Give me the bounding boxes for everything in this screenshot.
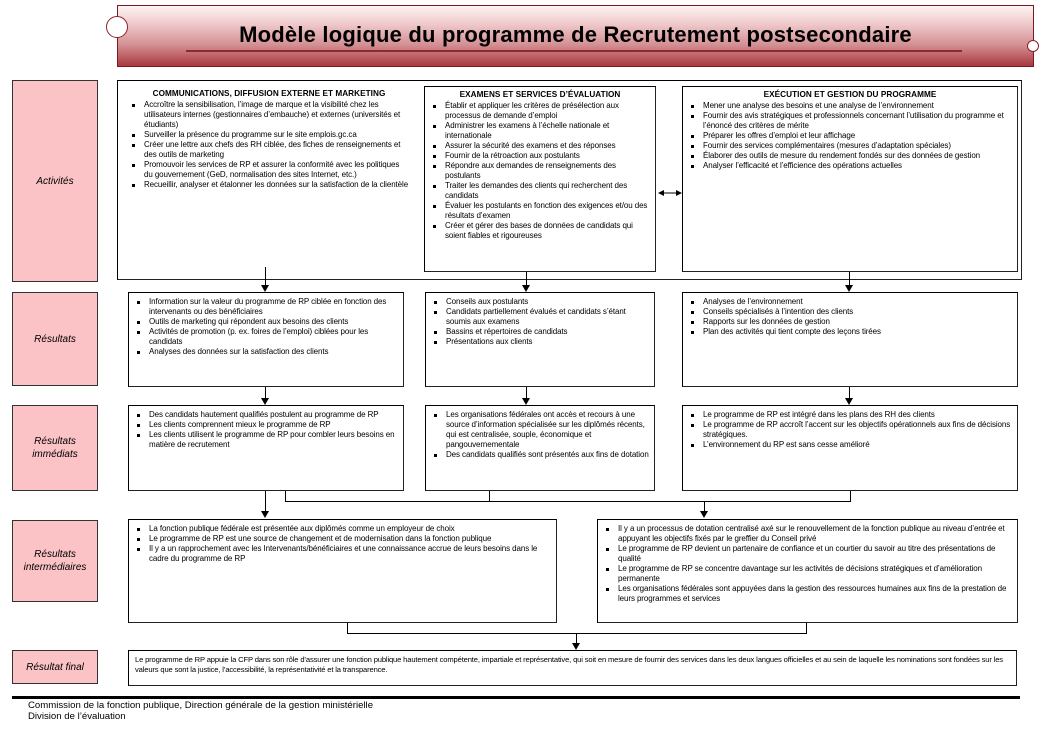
final-result-box [128,650,1017,686]
list-item: Présentations aux clients [432,337,650,347]
list-item: Outils de marketing qui répondent aux besoins des clients [135,317,399,327]
list-item: Analyses de l’environnement [689,297,1013,307]
connector-line [489,491,490,502]
list-item: Créer une lettre aux chefs des RH ciblée, des fiches de renseignements et des outils de marketing [130,140,410,160]
immediate-box-middle [425,405,655,491]
activity-heading: EXÉCUTION ET GESTION DU PROGRAMME [763,90,937,99]
results-box-left [128,292,404,387]
stage-label-resultats-intermediaires: Résultats intermédiaires [12,520,98,602]
list-item: Les clients comprennent mieux le programme de RP [135,420,399,430]
footer [28,700,388,722]
results-list [426,293,654,347]
title-banner [117,5,1034,67]
list-item: La fonction publique fédérale est présentée aux diplômés comme un employeur de choix [135,524,552,534]
footer-divider [12,696,1020,699]
activity-heading: COMMUNICATIONS, DIFFUSION EXTERNE ET MARKETING [152,89,386,98]
list-item: Analyses des données sur la satisfaction des clients [135,347,399,357]
stage-label-resultats: Résultats [12,292,98,386]
intermediate-box-left [128,519,557,623]
bidirectional-arrow-icon [658,186,682,200]
scroll-curl-right-icon [1027,40,1039,52]
activity-list [425,101,655,241]
immediate-box-left [128,405,404,491]
activity-heading: EXAMENS ET SERVICES D’ÉVALUATION [459,90,621,99]
list-item: Les clients utilisent le programme de RP pour combler leurs besoins en matière de recrutement [135,430,399,450]
list-item: Des candidats hautement qualifiés postulent au programme de RP [135,410,399,420]
list-item: Conseils aux postulants [432,297,650,307]
connector-line [265,491,266,513]
list-item: Établir et appliquer les critères de présélection aux processus de demande d’emploi [431,101,651,121]
footer-line-division: Division de l’évaluation [28,711,126,722]
list-item: Le programme de RP devient un partenaire de confiance et un courtier du savoir au titre des présentations de qualité [604,544,1013,564]
list-item: Plan des activités qui tient compte des leçons tirées [689,327,1013,337]
list-item: Il y a un processus de dotation centralisé axé sur le renouvellement de la fonction publique au niveau d’entrée et appuyant les objectifs fixés par le greffier du Conseil privé [604,524,1013,544]
activity-examens [424,86,656,272]
activity-execution [682,86,1018,272]
list-item: Analyser l’efficacité et l’efficience des opérations actuelles [689,161,1013,171]
arrow-down-icon [261,285,269,292]
connector-line [285,501,851,502]
results-box-right [682,292,1018,387]
list-item: Répondre aux demandes de renseignements des postulants [431,161,651,181]
title-underline [186,50,962,52]
list-item: L’environnement du RP est sans cesse amélioré [689,440,1013,450]
footer-line-organization: Commission de la fonction publique, Direction générale de la gestion ministérielle [28,700,374,711]
list-item: Préparer les offres d’emploi et leur affichage [689,131,1013,141]
results-box-middle [425,292,655,387]
activity-list [683,101,1017,171]
activity-communications [124,86,414,256]
list-item: Élaborer des outils de mesure du rendement fondés sur des données de gestion [689,151,1013,161]
list-item: Mener une analyse des besoins et une analyse de l’environnement [689,101,1013,111]
list-item: Recueillir, analyser et étalonner les données sur la satisfaction de la clientèle [130,180,410,190]
list-item: Le programme de RP accroît l’accent sur les objectifs opérationnels aux fins de décisions stratégiques. [689,420,1013,440]
immediate-list [426,406,654,460]
list-item: Accroître la sensibilisation, l’image de marque et la visibilité chez les utilisateurs internes (gestionnaires d’embauche) et externes (universités et étudiants) [130,100,410,130]
arrow-down-icon [845,398,853,405]
list-item: Traiter les demandes des clients qui recherchent des candidats [431,181,651,201]
list-item: Les organisations fédérales sont appuyées dans la gestion des ressources humaines aux fins de la prestation de leurs programmes et services [604,584,1013,604]
list-item: Surveiller la présence du programme sur le site emplois.gc.ca [130,130,410,140]
list-item: Bassins et répertoires de candidats [432,327,650,337]
stage-label-resultat-final: Résultat final [12,650,98,684]
intermediate-box-right [597,519,1018,623]
page-title: Modèle logique du programme de Recrutement postsecondaire [239,22,912,47]
stage-label-activites: Activités [12,80,98,282]
list-item: Des candidats qualifiés sont présentés aux fins de dotation [432,450,650,460]
list-item: Rapports sur les données de gestion [689,317,1013,327]
results-list [683,293,1017,337]
immediate-list [129,406,403,450]
list-item: Fournir de la rétroaction aux postulants [431,151,651,161]
arrow-down-icon [261,511,269,518]
activity-list [124,100,414,190]
list-item: Le programme de RP est une source de changement et de modernisation dans la fonction publique [135,534,552,544]
immediate-list [683,406,1017,450]
list-item: Information sur la valeur du programme de RP ciblée en fonction des intervenants ou des bénéficiaires [135,297,399,317]
list-item: Évaluer les postulants en fonction des exigences et/ou des résultats d’examen [431,201,651,221]
arrow-down-icon [522,398,530,405]
stage-label-resultats-immediats: Résultats immédiats [12,405,98,491]
arrow-down-icon [261,398,269,405]
immediate-box-right [682,405,1018,491]
list-item: Fournir des avis stratégiques et professionnels concernant l’utilisation du programme et l’énoncé des critères de mérite [689,111,1013,131]
list-item: Le programme de RP est intégré dans les plans des RH des clients [689,410,1013,420]
list-item: Le programme de RP se concentre davantage sur les activités de décisions stratégiques et d’amélioration permanente [604,564,1013,584]
list-item: Conseils spécialisés à l’intention des clients [689,307,1013,317]
list-item: Créer et gérer des bases de données de candidats qui soient fiables et rigoureuses [431,221,651,241]
connector-line [850,491,851,502]
results-list [129,293,403,357]
list-item: Fournir des services complémentaires (mesures d’adaptation spéciales) [689,141,1013,151]
arrow-down-icon [522,285,530,292]
list-item: Administrer les examens à l’échelle nationale et internationale [431,121,651,141]
intermediate-list [598,520,1017,604]
arrow-down-icon [572,643,580,650]
list-item: Assurer la sécurité des examens et des réponses [431,141,651,151]
list-item: Les organisations fédérales ont accès et recours à une source d’information spécialisée sur les diplômés récents, qui est centralisée, souple, économique et pangouvernementale [432,410,650,450]
arrow-down-icon [845,285,853,292]
intermediate-list [129,520,556,564]
list-item: Activités de promotion (p. ex. foires de l’emploi) ciblées pour les candidats [135,327,399,347]
scroll-curl-left-icon [106,16,128,38]
final-result-text: Le programme de RP appuie la CFP dans son rôle d’assurer une fonction publique hautement compétente, impartiale et représentative, qui soit en mesure de fournir des services dans les deux langues officielles et au sein de laquelle les nominations sont fondées sur les valeurs que sont la justice, l’accessibilité, la représentativité et la transparence. [135,655,1003,674]
arrow-down-icon [700,511,708,518]
connector-line [347,633,807,634]
list-item: Il y a un rapprochement avec les Intervenants/bénéficiaires et une connaissance accrue de leurs besoins dans le cadre du programme de RP [135,544,552,564]
list-item: Promouvoir les services de RP et assurer la conformité avec les politiques du gouvernement (GeD, normalisation des sites Internet, etc.) [130,160,410,180]
list-item: Candidats partiellement évalués et candidats s’étant soumis aux examens [432,307,650,327]
connector-line [265,267,266,287]
